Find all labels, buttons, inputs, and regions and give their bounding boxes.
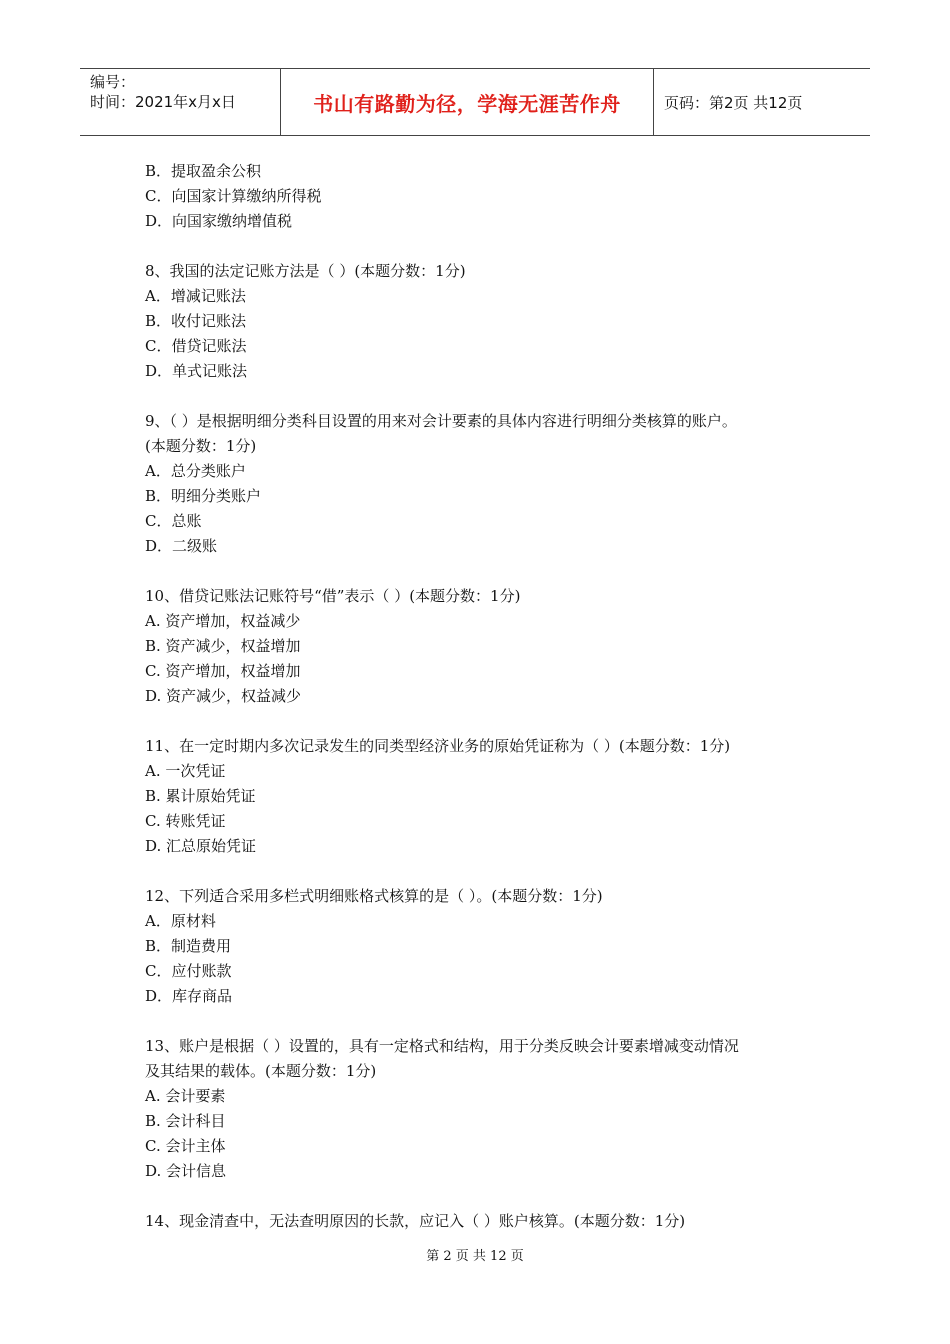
text-line: D．单式记账法 <box>145 362 248 380</box>
text-line: B．制造费用 <box>145 937 232 955</box>
text-line: A．原材料 <box>145 912 216 930</box>
text-line: D. 资产减少，权益减少 <box>145 687 302 705</box>
text-line: D. 汇总原始凭证 <box>145 837 257 855</box>
text-line: 12、下列适合采用多栏式明细账格式核算的是（ ）。(本题分数：1分) <box>145 887 603 905</box>
blank-line <box>145 859 825 884</box>
text-line: 10、借贷记账法记账符号“借”表示（ ）(本题分数：1分) <box>145 587 521 605</box>
header-motto-cell <box>281 69 654 135</box>
text-line: D．向国家缴纳增值税 <box>145 212 293 230</box>
text-line: C．向国家计算缴纳所得税 <box>145 187 322 205</box>
text-line: A．增减记账法 <box>145 287 246 305</box>
text-line: C．总账 <box>145 512 202 530</box>
text-line: A. 会计要素 <box>145 1087 226 1105</box>
blank-line <box>145 559 825 584</box>
text-line: A. 资产增加，权益减少 <box>145 612 301 630</box>
text-line: 14、现金清查中，无法查明原因的长款，应记入（ ）账户核算。(本题分数：1分) <box>145 1212 686 1230</box>
text-line: (本题分数：1分) <box>145 437 257 455</box>
text-line: B．提取盈余公积 <box>145 162 262 180</box>
time-label: 时间：2021年x月x日 <box>90 93 236 111</box>
blank-line <box>145 709 825 734</box>
blank-line <box>145 1184 825 1209</box>
motto-text: 书山有路勤为径，学海无涯苦作舟 <box>313 91 621 116</box>
text-line: C．应付账款 <box>145 962 232 980</box>
number-label: 编号： <box>90 73 136 91</box>
text-line: A. 一次凭证 <box>145 762 226 780</box>
text-line: B. 资产减少，权益增加 <box>145 637 301 655</box>
text-line: 13、账户是根据（ ）设置的，具有一定格式和结构，用于分类反映会计要素增减变动情况 <box>145 1037 739 1055</box>
blank-line <box>145 384 825 409</box>
text-line: C. 转账凭证 <box>145 812 226 830</box>
text-line: 11、在一定时期内多次记录发生的同类型经济业务的原始凭证称为（ ）(本题分数：1分) <box>145 737 731 755</box>
blank-line <box>145 234 825 259</box>
text-line: D. 会计信息 <box>145 1162 227 1180</box>
text-line: B. 累计原始凭证 <box>145 787 256 805</box>
page-info: 页码：第2页 共12页 <box>664 93 803 112</box>
page-header <box>80 68 870 136</box>
text-line: B．收付记账法 <box>145 312 247 330</box>
document-body <box>145 159 825 1234</box>
text-line: A．总分类账户 <box>145 462 246 480</box>
text-line: C. 会计主体 <box>145 1137 226 1155</box>
text-line: C．借贷记账法 <box>145 337 247 355</box>
text-line: D．库存商品 <box>145 987 233 1005</box>
text-line: D．二级账 <box>145 537 218 555</box>
blank-line <box>145 1009 825 1034</box>
text-line: 及其结果的载体。(本题分数：1分) <box>145 1062 377 1080</box>
page-footer: 第 2 页 共 12 页 <box>426 1249 524 1264</box>
text-line: B. 会计科目 <box>145 1112 226 1130</box>
text-line: C. 资产增加，权益增加 <box>145 662 301 680</box>
text-line: 9、（ ）是根据明细分类科目设置的用来对会计要素的具体内容进行明细分类核算的账户。 <box>145 412 737 430</box>
text-line: B．明细分类账户 <box>145 487 262 505</box>
header-meta <box>80 69 281 135</box>
header-page-cell <box>654 69 870 135</box>
text-line: 8、我国的法定记账方法是（ ）(本题分数：1分) <box>145 262 466 280</box>
